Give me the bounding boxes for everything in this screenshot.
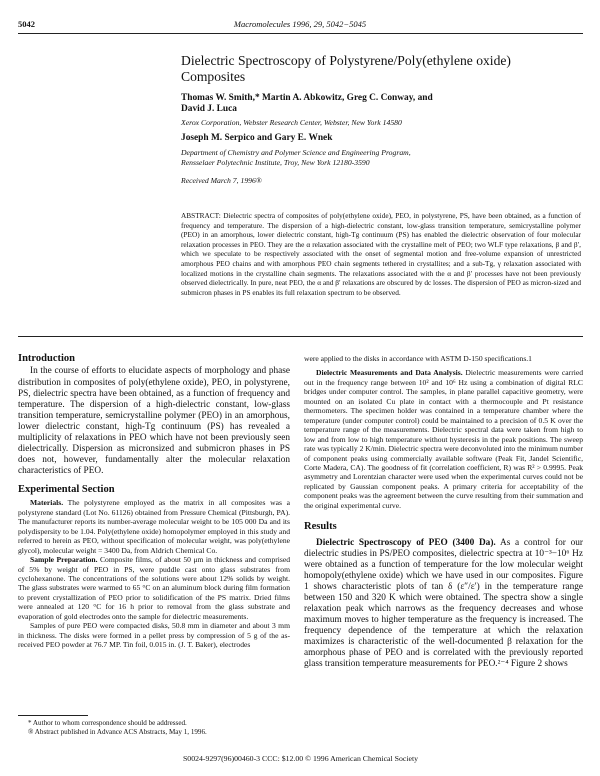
results-peo-paragraph [304, 538, 583, 671]
continued-text: were applied to the disks in accordance with ASTM D-150 specifications.1 [304, 354, 532, 363]
journal-citation: Macromolecules 1996, 29, 5042−5045 [233, 19, 367, 29]
materials-text: The polystyrene employed as the matrix in all composites was a polystyrene standard (Lot No. 61126) obtained from Pressure Chemical (Pittsburgh, PA). The manufacturer reports its number-average molecular weight to be 105 000 Da and its polydispersity to be 1.04. Poly(ethylene oxide) homopolymer employed in this study and referred to herein as PEO, without specification of molecular weight, was poly(ethylene glycol), molecular weight = 3400 Da, from Aldrich Chemical Co. [18, 498, 290, 555]
pure-peo-samples-text: Samples of pure PEO were compacted disks, 50.8 mm in diameter and about 3 mm in thickness. The disks were formed in a pellet press by compression of 5 g of the as-received PEO powder at 76.7 MP. Tin foil, 0.015 in. (J. T. Baker), electrodes [18, 621, 290, 650]
results-heading: Results [304, 521, 337, 533]
footnote-abstract-published: ® Abstract published in Advance ACS Abstracts, May 1, 1996. [28, 727, 207, 736]
received-date: Received March 7, 1996® [181, 176, 262, 185]
affiliation-rpi-line-1: Department of Chemistry and Polymer Science and Engineering Program, [181, 148, 411, 157]
affiliation-rpi-line-2: Rensselaer Polytechnic Institute, Troy, New York 12180-3590 [181, 158, 370, 167]
abstract: ABSTRACT: Dielectric spectra of composites of poly(ethylene oxide), PEO, in polystyrene, PS, have been obtained, as a function of frequency and temperature. The dispersion of a high-dielectric constant, low-glass transition temperature, semicrystalline polymer (PEO) in an amorphous, lower dielectric constant, high-Tg continuum (PS) has enabled the dielectric observation of four molecular relaxation processes in PEO. They are the α relaxation associated with the crystalline melt of PEO; two WLF type relaxations, β and β′, which we speculate to be respectively associated with the onset of segmental motion and free-volume expansion of unrestricted amorphous PEO chains and with amorphous PEO chain segments tethered in crystallites; and a sub-Tg, γ relaxation associated with localized motions in the crystalline chain segments. The relaxations associated with the α and β′ processes have not been previously observed dielectrically. In pure, neat PEO, the α and β′ relaxations are obscured by dc losses. The dispersion of PEO as micron-sized and submicron phases in PS enables its full relaxation spectrum to be observed. [181, 211, 581, 297]
footnote-correspondence: * Author to whom correspondence should be addressed. [28, 719, 187, 727]
paper-title: Dielectric Spectroscopy of Polystyrene/Poly(ethylene oxide) Composites [181, 53, 511, 84]
authors-line-2: David J. Luca [181, 104, 237, 114]
page-number: 5042 [18, 19, 35, 29]
experimental-heading: Experimental Section [18, 483, 115, 495]
dielectric-measurements-text: Dielectric measurements were carried out in the frequency range between 10² and 10⁶ Hz using a combination of digital RLC bridges under computer control. The samples, in plane parallel capacitive geometry, were mounted on an isolated Cu plate in contact with a thermocouple and Pt resistance thermometers. The specimen holder was contained in a temperature chamber where the temperature (under computer control) could be maintained to a precision of 0.5 K over the temperature range of the measurements. Dielectric spectral data were taken from high to low and from low to high temperature without hysteresis in the peak positions. The sweep rate was typically 2 K/min. Dielectric spectra were deconvoluted into the minimum number of component peaks using commercially available software (Peak Fit, Jandel Scientific, Corte Madera, CA). The goodness of fit (correlation coefficient, R) was R² > 0.9995. Peak asymmetry and Lorentzian character were used when the experimental curves could not be replicated by Gaussian component peaks. A primary criteria for acceptability of the component peaks was the agreement between the curve resulting from their summation and the original experimental curve. [304, 368, 583, 510]
right-column [304, 354, 583, 670]
footnote-rule [18, 715, 88, 716]
introduction-heading: Introduction [18, 353, 75, 364]
abstract-rule [18, 336, 583, 337]
dielectric-measurements-label: Dielectric Measurements and Data Analysis. [316, 368, 463, 378]
materials-paragraph [18, 498, 290, 555]
results-peo-label: Dielectric Spectroscopy of PEO (3400 Da). [316, 537, 496, 548]
authors-rpi: Joseph M. Serpico and Gary E. Wnek [181, 133, 333, 143]
sample-preparation-text: Composite films, of about 50 μm in thickness and comprised of 5% by weight of PEO in PS, were puddle cast onto glass substrates from cyclohexanone. The concentrations of the solutions were about 12% solids by weight. The glass substrates were warmed to 65 °C on an aluminum block during film formation to prevent crystallization of PEO prior to solidification of the PS matrix. Dried films were annealed at 120 °C for 16 h prior to removal from the glass substrate and evaporation of gold electrodes onto the sample for dielectric measurements. [18, 555, 291, 621]
page-footer: S0024-9297(96)00460-3 CCC: $12.00 © 1996 American Chemical Society [182, 754, 419, 763]
dielectric-measurements-paragraph [304, 368, 583, 510]
footnotes [28, 719, 290, 736]
introduction-text: In the course of efforts to elucidate aspects of morphology and phase distribution in composites of poly(ethylene oxide), PEO, in polystyrene, PS, dielectric spectra have been obtained, as a function of frequency and temperature. The dispersion of a high-dielectric constant, low-glass transition temperature, semicrystalline polymer (PEO) in an amorphous, lower dielectric constant, high-Tg continuum (PS) has revealed a multiplicity of relaxations in PEO which have not been previously seen dielectrically. Dispersion as micronsized and submicron phases in PS does not, however, fundamentally alter the molecular relaxation characteristics of PEO. [18, 366, 290, 476]
sample-preparation-paragraph [18, 555, 290, 621]
sample-preparation-label: Sample Preparation. [30, 555, 98, 565]
affiliation-xerox: Xerox Corporation, Webster Research Center, Webster, New York 14580 [181, 118, 402, 127]
authors-line-1: Thomas W. Smith,* Martin A. Abkowitz, Greg C. Conway, and [181, 93, 433, 103]
left-column [18, 354, 290, 650]
header-rule [18, 33, 583, 34]
results-peo-text: As a control for our dielectric studies in PS/PEO composites, dielectric spectra at 10⁻³−10⁶ Hz were obtained as a function of temperature for the low molecular weight homopoly(ethylene oxide) which we have used in our composites. Figure 1 shows characteristic plots of tan δ (ε″/ε′) in the temperature range between 150 and 320 K which were obtained. The spectra show a single relaxation peak which narrows as the frequency decreases and whose maximum moves to higher temperature as the frequency is increased. The frequency dependence of the temperature at which the relaxation maximizes is characteristic of the well-documented β relaxation for the amorphous phase of PEO and is correlated with the previously reported glass transition temperature measurements for PEO.²⁻⁴ Figure 2 shows [304, 537, 583, 670]
materials-label: Materials. [30, 498, 64, 508]
